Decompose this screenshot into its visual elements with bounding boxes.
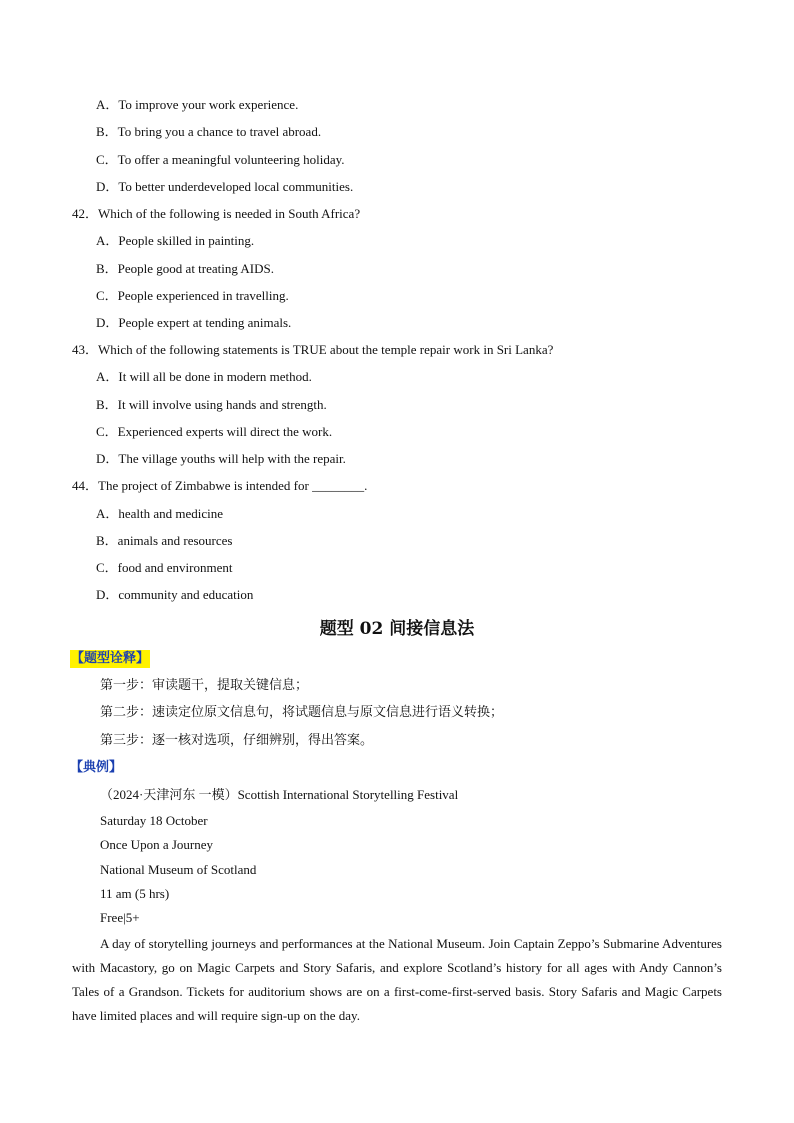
passage-event-name: Once Upon a Journey bbox=[100, 837, 213, 852]
q41-option-b: B．To bring you a chance to travel abroad. bbox=[96, 124, 322, 139]
q44-option-a: A．health and medicine bbox=[96, 506, 224, 521]
q42-option-c: C．People experienced in travelling. bbox=[96, 288, 289, 303]
passage-price: Free|5+ bbox=[100, 910, 140, 925]
example-tag: 【典例】 bbox=[70, 760, 123, 775]
q41-option-c: C．To offer a meaningful volunteering holiday. bbox=[96, 152, 345, 167]
q44-option-d: D．community and education bbox=[96, 587, 254, 602]
passage-paragraph: A day of storytelling journeys and performances at the National Museum. Join Captain Zeppo’s Submarine Adventures with Macastory, go on Magic Carpets and Story Safaris, and explore Scotland’s history for all ages with Andy Cannon’s Tales of a Grandson. Tickets for auditorium shows are on a first-come-first-served basis. Story Safaris and Magic Carpets have limited places and will require sign-up on the day. bbox=[72, 936, 722, 1023]
step-2: 第二步：速读定位原文信息句，将试题信息与原文信息进行语义转换； bbox=[100, 705, 504, 720]
q43-option-c: C．Experienced experts will direct the work. bbox=[96, 424, 333, 439]
q43-stem: 43．Which of the following statements is TRUE about the temple repair work in Sri Lanka? bbox=[72, 342, 554, 357]
q42-option-b: B．People good at treating AIDS. bbox=[96, 261, 275, 276]
q43-option-a: A．It will all be done in modern method. bbox=[96, 369, 312, 384]
q42-option-a: A．People skilled in painting. bbox=[96, 233, 255, 248]
q41-option-d: D．To better underdeveloped local communities. bbox=[96, 179, 354, 194]
section-title: 题型 02 间接信息法 bbox=[319, 619, 475, 639]
q44-option-b: B．animals and resources bbox=[96, 533, 233, 548]
q43-option-d: D．The village youths will help with the repair. bbox=[96, 451, 346, 466]
q44-stem: 44．The project of Zimbabwe is intended for ________. bbox=[72, 478, 368, 493]
passage-source-title: （2024·天津河东 一模）Scottish International Storytelling Festival bbox=[100, 787, 459, 802]
step-1: 第一步：审读题干，提取关键信息； bbox=[100, 678, 309, 693]
q42-stem: 42．Which of the following is needed in South Africa? bbox=[72, 206, 361, 221]
q44-option-c: C．food and environment bbox=[96, 560, 233, 575]
explanation-tag: 【题型诠释】 bbox=[71, 651, 150, 666]
passage-time: 11 am (5 hrs) bbox=[100, 886, 170, 901]
q42-option-d: D．People expert at tending animals. bbox=[96, 315, 292, 330]
passage-date: Saturday 18 October bbox=[100, 813, 208, 828]
q43-option-b: B．It will involve using hands and strength. bbox=[96, 397, 327, 412]
passage-venue: National Museum of Scotland bbox=[100, 862, 257, 877]
step-3: 第三步：逐一核对选项，仔细辨别，得出答案。 bbox=[100, 733, 374, 748]
q41-option-a: A．To improve your work experience. bbox=[96, 97, 299, 112]
